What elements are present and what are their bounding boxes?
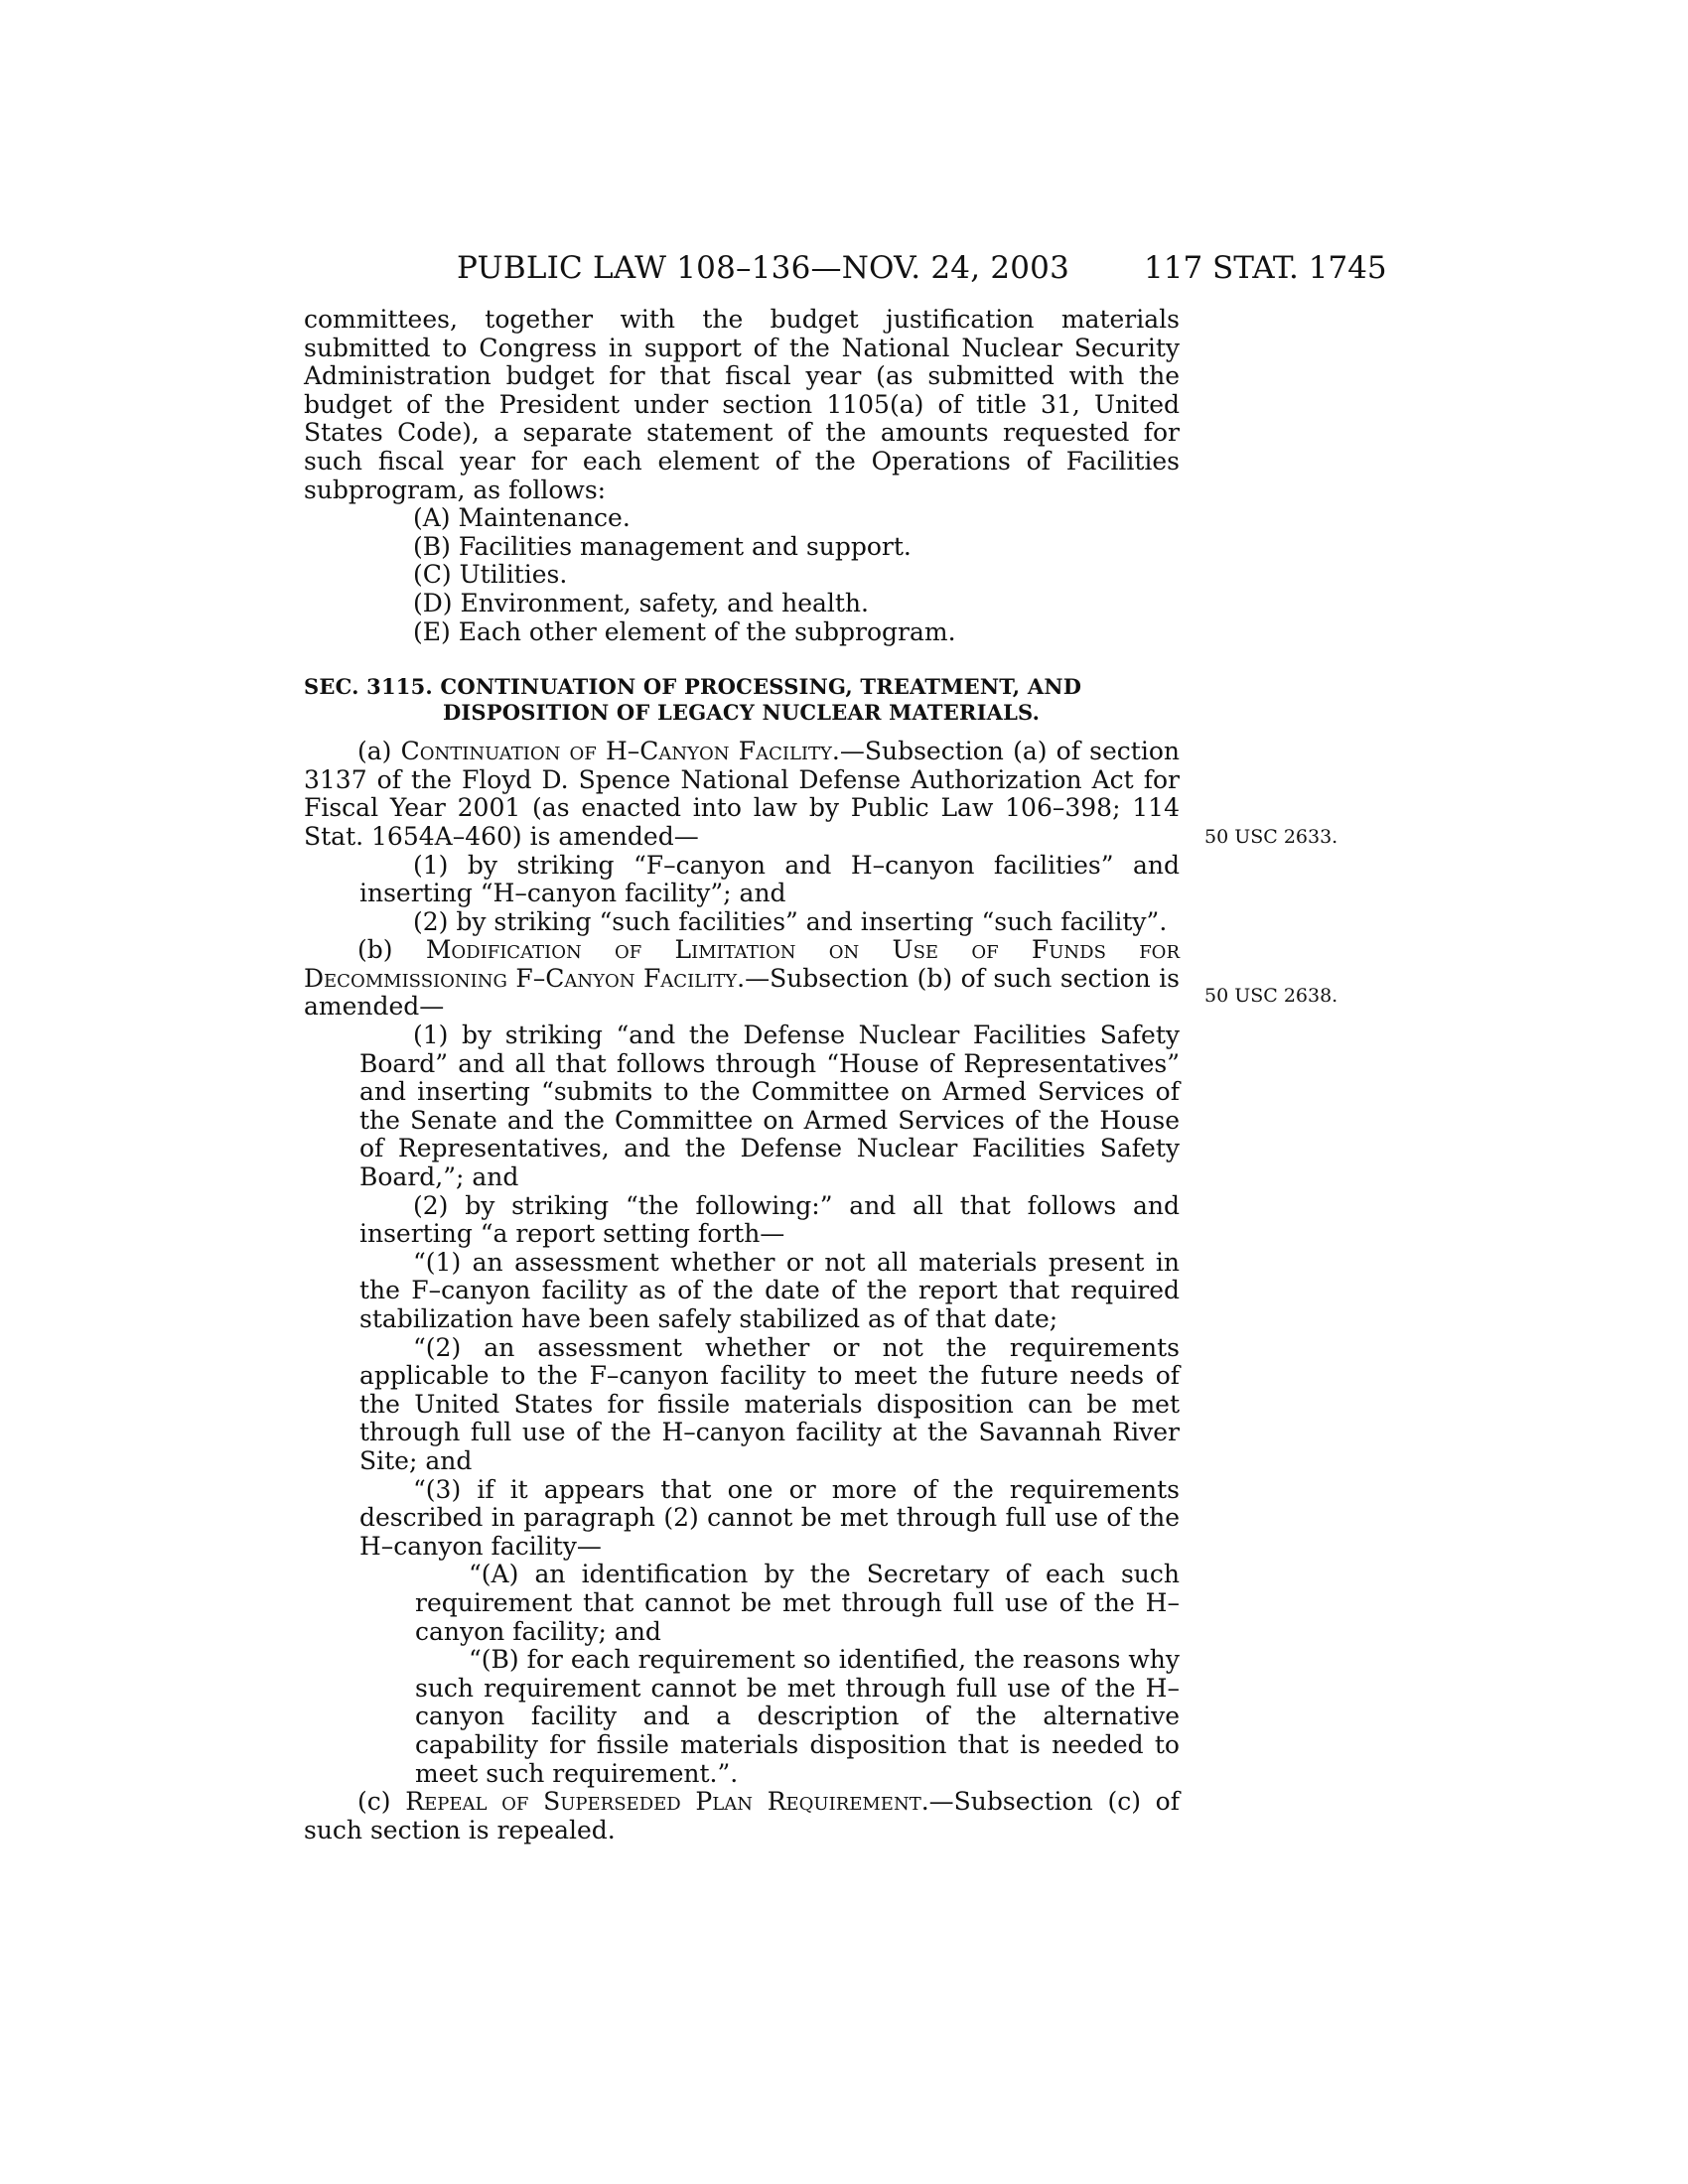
subsection-a-text: —Subsection (a) of section 3137 of the Floyd D. Spence National Defense Authorization Act for Fiscal Year 2001 (as enacted into law by Public Law 106–398; 114 Stat. 1654A–460) is amended—	[304, 737, 1180, 851]
subsection-c-heading: Repeal of Superseded Plan Requirement.	[405, 1787, 929, 1817]
document-body	[304, 306, 1180, 1844]
subsection-b-item-1: (1) by striking “and the Defense Nuclear Facilities Safety Board” and all that follows through “House of Representatives” and inserting “submits to the Committee on Armed Services of the Senate and the Committee on Armed Services of the House of Representatives, and the Defense Nuclear Facilities Safety Board,”; and	[359, 1021, 1180, 1192]
subsection-a	[304, 738, 1180, 851]
subsection-b-label: (b)	[357, 935, 393, 965]
intro-paragraph: committees, together with the budget justification materials submitted to Congress in support of the National Nuclear Security Administration budget for that fiscal year (as submitted with the budget of the President under section 1105(a) of title 31, United States Code), a separate statement of the amounts requested for such fiscal year for each element of the Operations of Facilities subprogram, as follows:	[304, 305, 1180, 504]
list-item: (A) Maintenance.	[413, 503, 631, 533]
subsection-a-item-2: (2) by striking “such facilities” and inserting “such facility”.	[413, 906, 1168, 936]
list-item: (B) Facilities management and support.	[413, 531, 912, 561]
quoted-paragraph-2: “(2) an assessment whether or not the requirements applicable to the F–canyon facility to meet the future needs of the United States for fissile materials disposition can be met through full use of the H–canyon facility at the Savannah River Site; and	[359, 1332, 1180, 1475]
quoted-paragraph-1: “(1) an assessment whether or not all materials present in the F–canyon facility as of the date of the report that required stabilization have been safely stabilized as of that date;	[359, 1247, 1180, 1333]
running-header-stat: 117 STAT. 1745	[1144, 250, 1387, 286]
subsection-c-label: (c)	[357, 1787, 391, 1817]
subsection-c	[304, 1788, 1180, 1844]
subsection-a-heading: Continuation of H–Canyon Facility.	[400, 737, 840, 766]
subsection-b-heading: Modification of Limitation on Use of Funds for Decommissioning F–Canyon Facility.	[304, 935, 1180, 993]
subsection-b-item-2: (2) by striking “the following:” and all that follows and inserting “a report setting forth—	[359, 1190, 1180, 1249]
section-heading: SEC. 3115. CONTINUATION OF PROCESSING, TREATMENT, AND DISPOSITION OF LEGACY NUCLEAR MATERIALS.	[304, 674, 1082, 726]
quoted-paragraph-3: “(3) if it appears that one or more of the requirements described in paragraph (2) cannot be met through full use of the H–canyon facility—	[359, 1474, 1180, 1561]
quoted-subparagraph-a: “(A) an identification by the Secretary of each such requirement that cannot be met through full use of the H–canyon facility; and	[415, 1560, 1180, 1646]
margin-note-usc-2633: 50 USC 2633.	[1204, 826, 1338, 848]
list-item: (E) Each other element of the subprogram.	[413, 616, 956, 646]
margin-note-usc-2638: 50 USC 2638.	[1204, 985, 1338, 1007]
subsection-a-label: (a)	[357, 737, 392, 766]
running-header-title: PUBLIC LAW 108–136—NOV. 24, 2003	[457, 250, 1070, 286]
subsection-c-text: —Subsection (c) of such section is repealed.	[304, 1787, 1180, 1844]
subsection-a-item-1: (1) by striking “F–canyon and H–canyon facilities” and inserting “H–canyon facility”; and	[359, 850, 1180, 908]
list-item: (D) Environment, safety, and health.	[413, 588, 869, 617]
subsection-b-text: —Subsection (b) of such section is amended—	[304, 963, 1180, 1022]
quoted-subparagraph-b: “(B) for each requirement so identified, the reasons why such requirement cannot be met through full use of the H–canyon facility and a description of the alternative capability for fissile materials disposition that is needed to meet such requirement.”.	[415, 1645, 1180, 1788]
subsection-b	[304, 936, 1180, 1022]
list-item: (C) Utilities.	[413, 560, 568, 590]
